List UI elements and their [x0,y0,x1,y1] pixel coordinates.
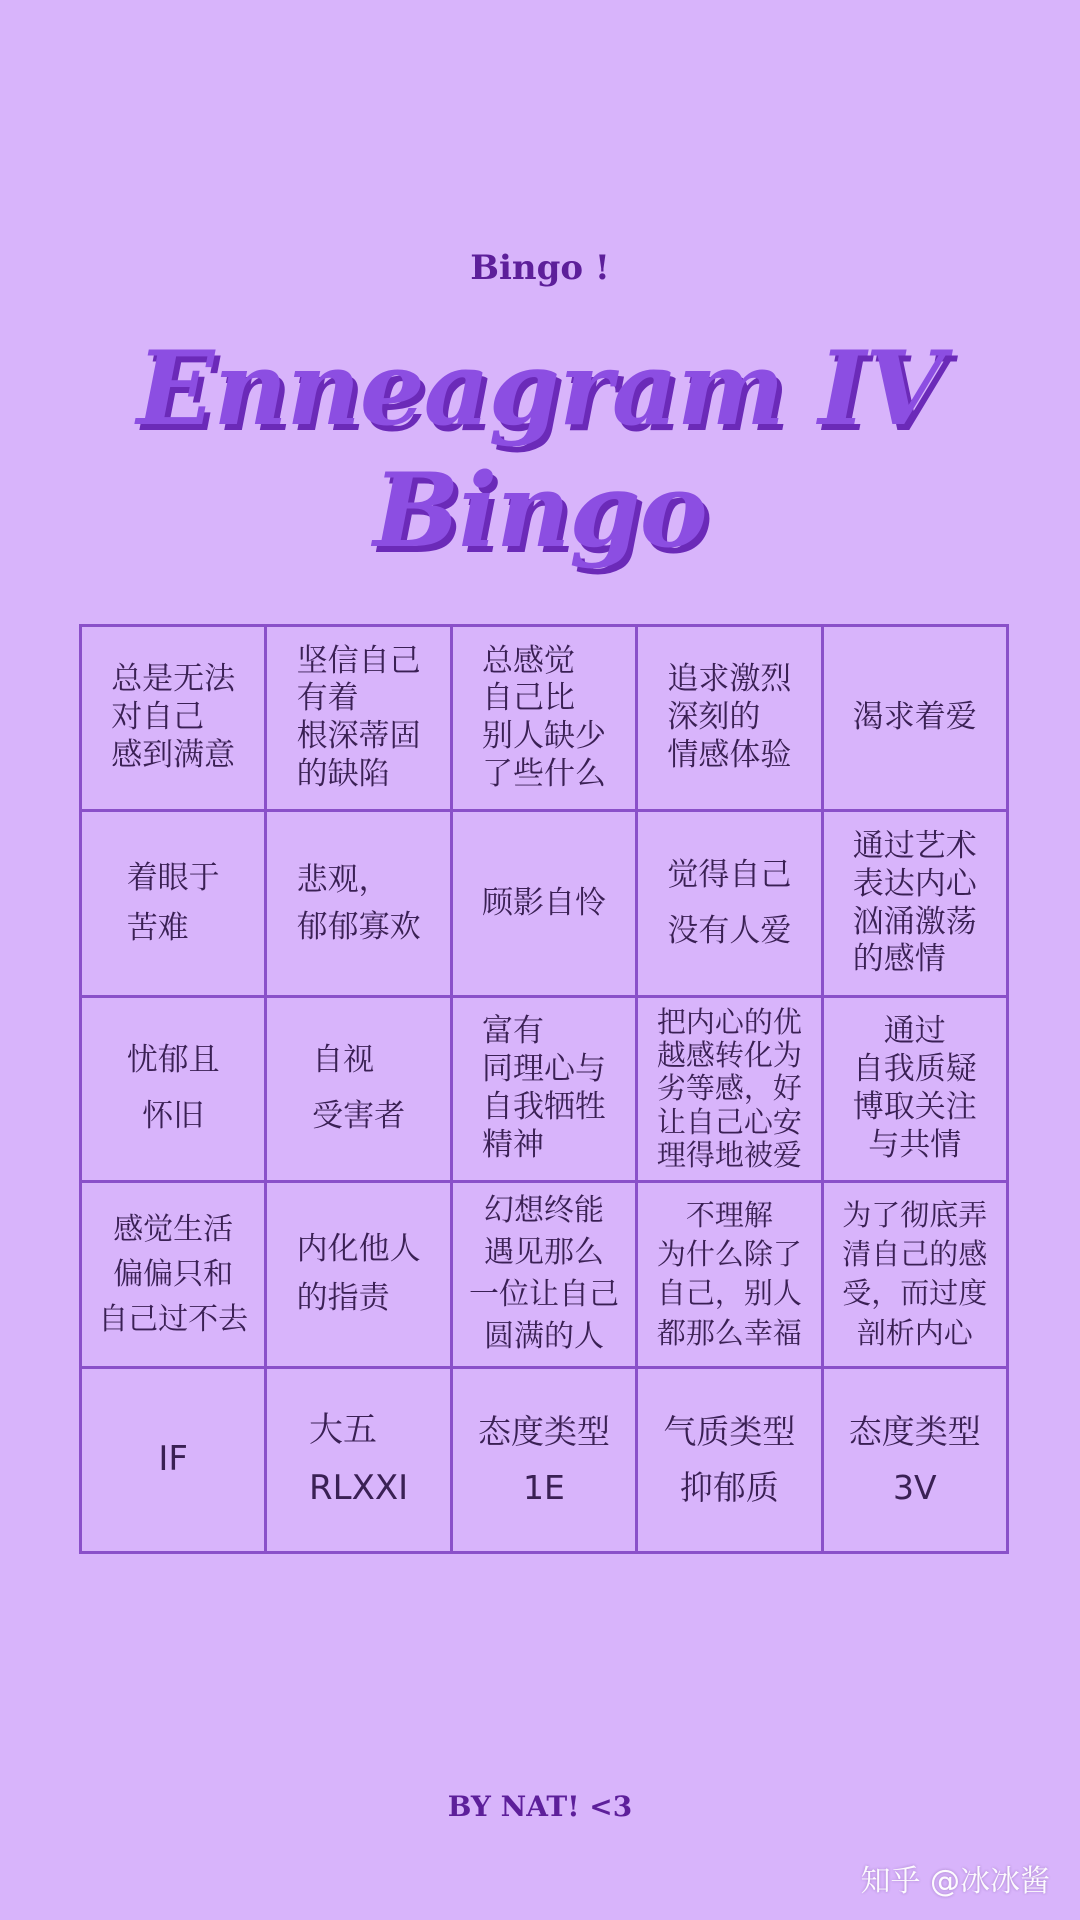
title-line-1: Enneagram IV [136,329,944,449]
cell-text: 总感觉 自己比 别人缺少 了些什么 [481,642,606,792]
bingo-cell [82,1369,267,1554]
cell-text: 总是无法 对自己 感到满意 [111,661,236,774]
bingo-cell [638,627,823,812]
kicker-text: Bingo ! [470,248,610,288]
bingo-cell [267,627,452,812]
cell-text: 忧郁且 怀旧 [126,1042,220,1134]
cell-text: 觉得自己 没有人爱 [667,856,792,949]
bingo-cell [453,627,638,812]
bingo-cell [824,1183,1009,1368]
cell-text: 通过 自我质疑 博取关注 与共情 [852,1013,977,1163]
cell-text: 大五 RLXXI [309,1409,409,1508]
cell-text: 坚信自己 有着 根深蒂固 的缺陷 [296,642,421,792]
cell-text: 态度类型 3V [848,1411,981,1507]
cell-text: 通过艺术 表达内心 汹涌激荡 的感情 [852,827,977,978]
bingo-cell [638,998,823,1183]
bingo-cell [453,1369,638,1554]
bingo-cell [82,998,267,1183]
cell-text: 渴求着爱 [852,699,977,736]
watermark-text: 知乎 @冰冰酱 [860,1864,1050,1899]
cell-text: IF [158,1439,188,1480]
cell-text: 内化他人 的指责 [296,1230,421,1317]
cell-text: 为了彻底弄 清自己的感 受，而过度 剖析内心 [842,1198,988,1350]
bingo-cell [824,812,1009,997]
cell-text: 把内心的优 越感转化为 劣等感，好 让自己心安 理得地被爱 [656,1004,802,1172]
cell-text: 幻想终能 遇见那么 一位让自己 圆满的人 [468,1193,619,1355]
cell-text: 不理解 为什么除了 自己，别人 都那么幸福 [656,1198,802,1350]
cell-text: 着眼于 苦难 [126,860,220,946]
bingo-cell [638,1369,823,1554]
bingo-cell [824,998,1009,1183]
bingo-cell [267,1183,452,1368]
bingo-cell [82,627,267,812]
bingo-cell [824,627,1009,812]
bingo-cell [267,998,452,1183]
bingo-cell [82,812,267,997]
cell-text: 态度类型 1E [477,1411,610,1507]
bingo-cell [267,812,452,997]
bingo-cell [453,1183,638,1368]
bingo-cell [638,1183,823,1368]
cell-text: 自视 受害者 [312,1042,406,1134]
bingo-cell [267,1369,452,1554]
cell-text: 气质类型 抑郁质 [663,1411,796,1507]
title-line-2: Bingo [373,451,707,571]
bingo-grid [79,624,1009,1554]
bingo-cell [638,812,823,997]
bingo-cell [453,998,638,1183]
bingo-cell [824,1369,1009,1554]
bingo-cell [453,812,638,997]
signature-text: BY NAT! <3 [447,1790,633,1823]
bingo-cell [82,1183,267,1368]
cell-text: 顾影自怜 [481,884,606,921]
cell-text: 追求激烈 深刻的 情感体验 [667,661,792,774]
cell-text: 悲观， 郁郁寡欢 [296,862,421,945]
cell-text: 感觉生活 偏偏只和 自己过不去 [98,1211,249,1337]
cell-text: 富有 同理心与 自我牺牲 精神 [481,1013,606,1163]
